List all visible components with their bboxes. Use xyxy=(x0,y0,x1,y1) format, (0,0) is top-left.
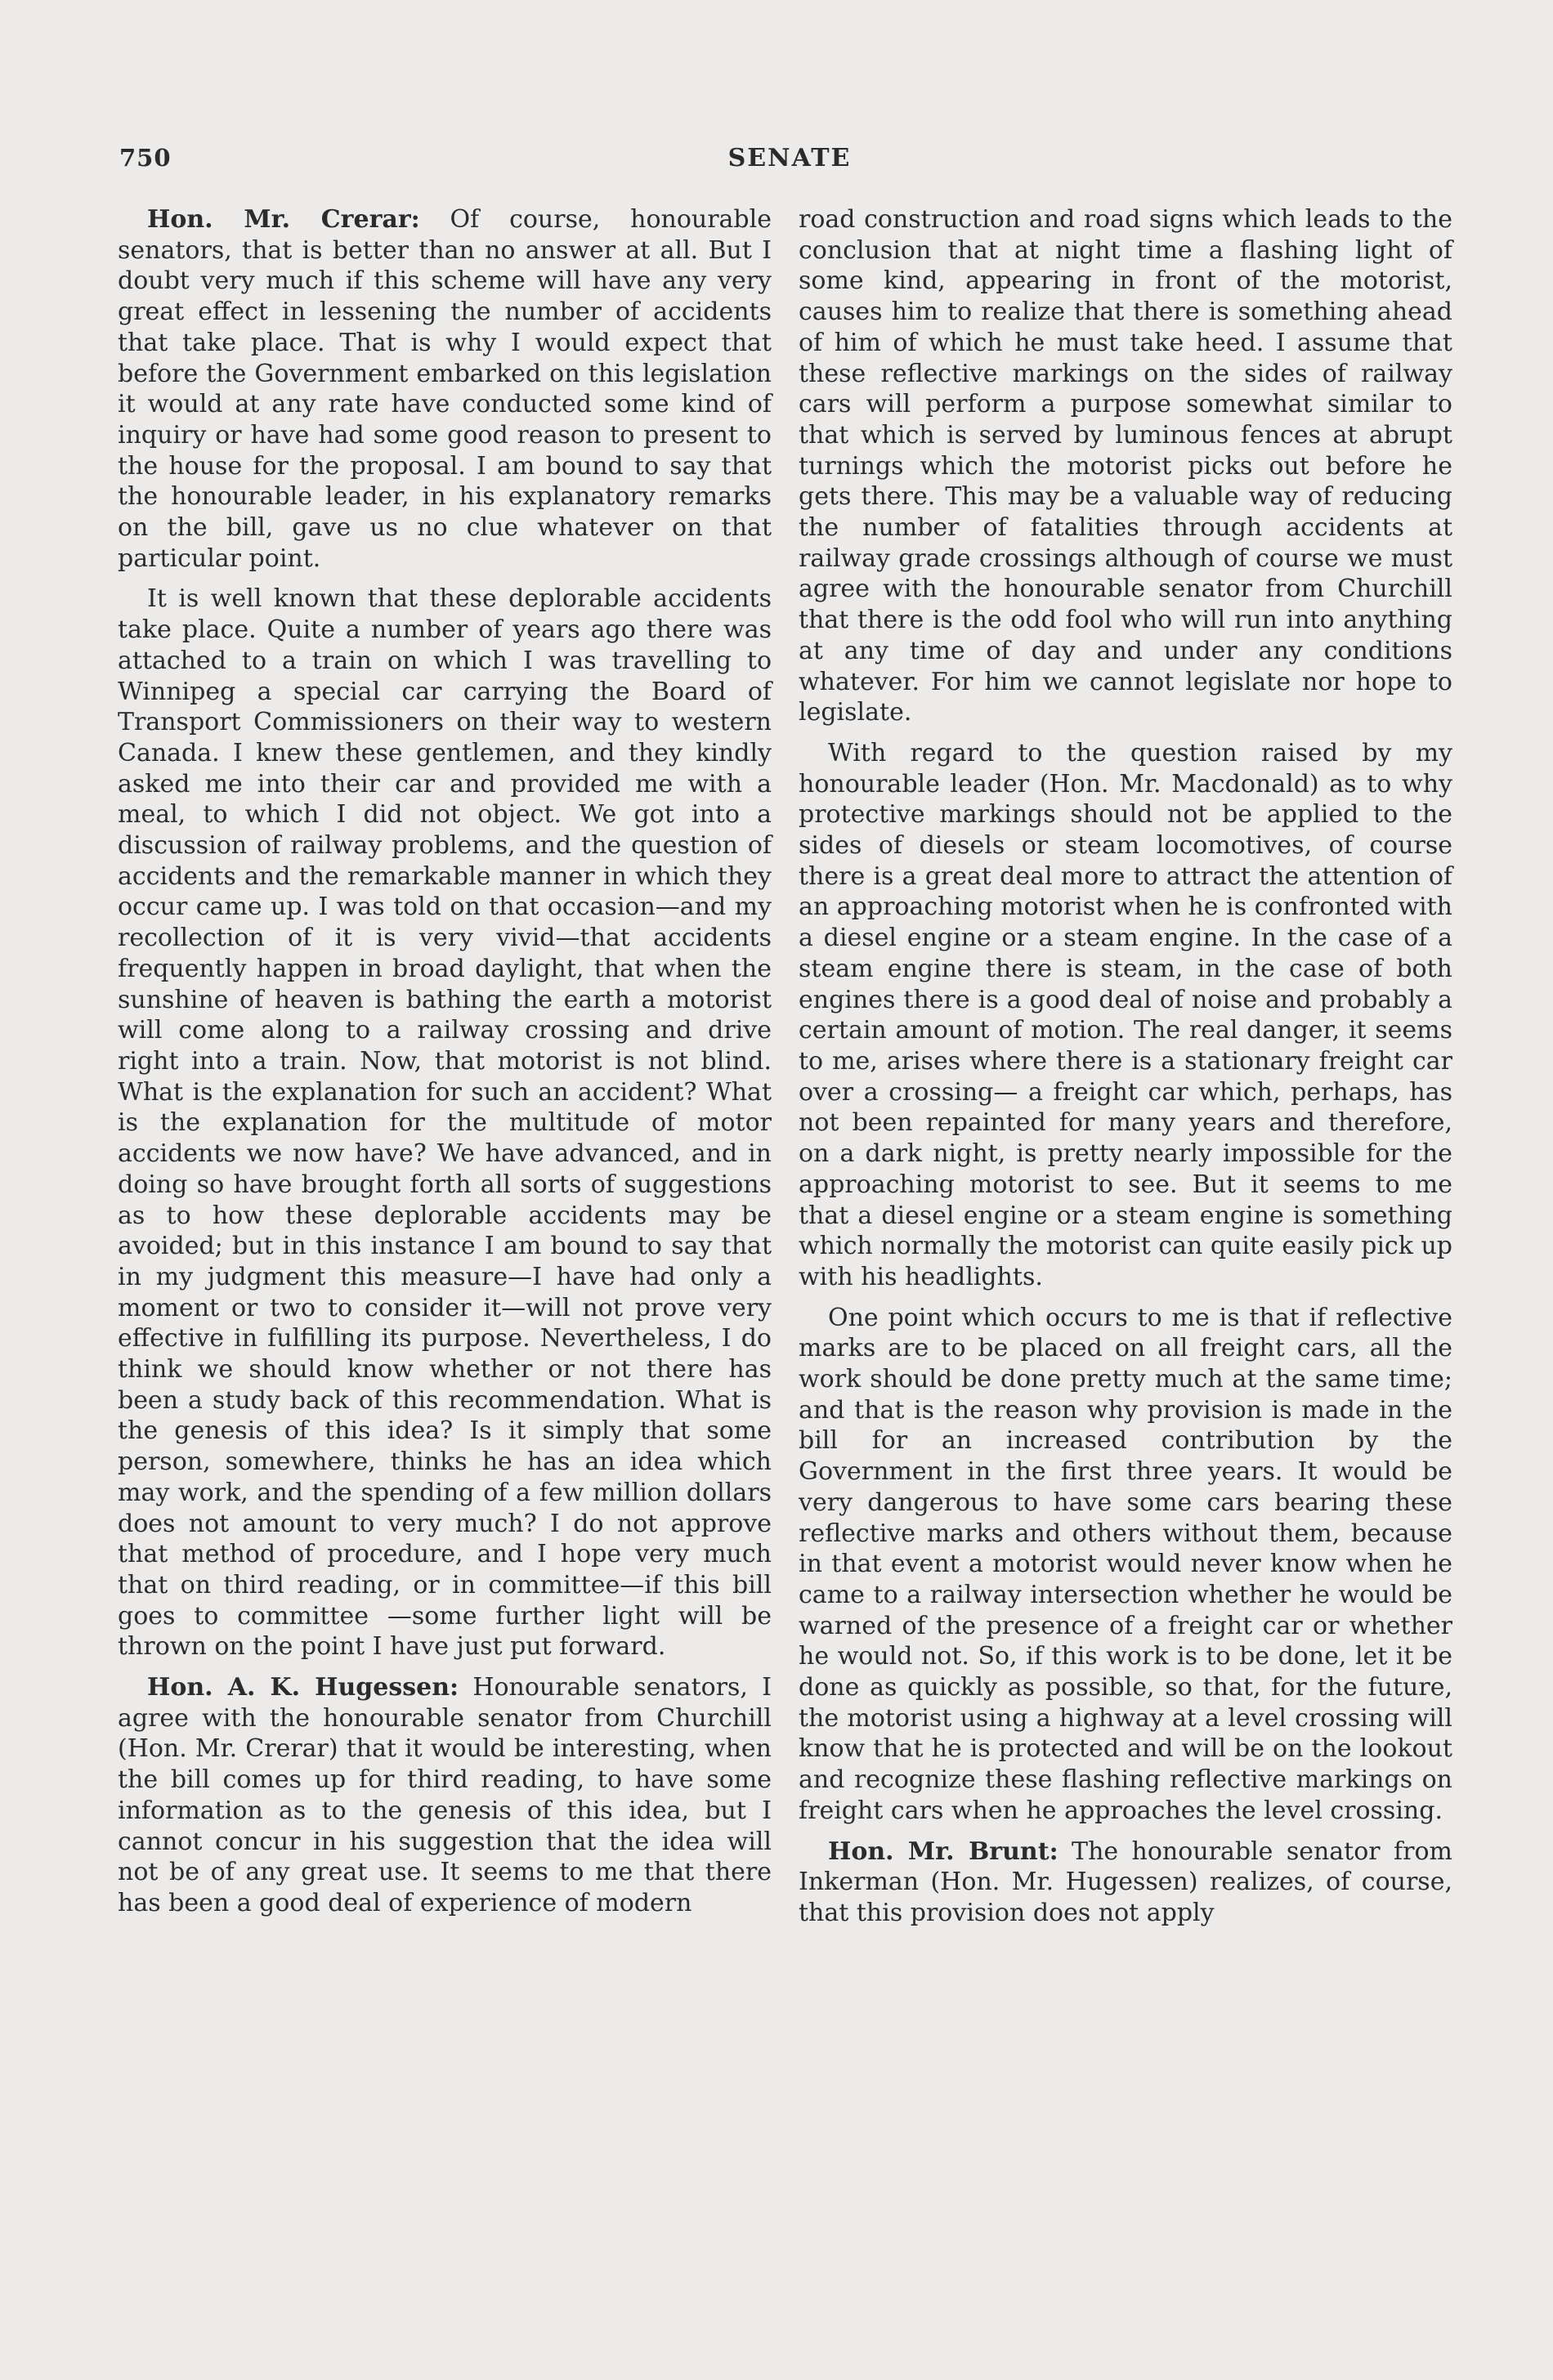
running-head: SENATE xyxy=(727,144,852,172)
paragraph-hugessen xyxy=(118,1672,772,1919)
paragraph-crerar-continued xyxy=(118,584,772,1662)
page-header xyxy=(119,144,1460,177)
paragraph-text: The honourable senator from Inkerman (Hon. Mr. Hugessen) realizes, of course, that this provision does not apply xyxy=(799,1836,1452,1927)
paragraph-text: Honourable senators, I agree with the honourable senator from Churchill (Hon. Mr. Crerar) that it would be interesting, when the bill comes up for third reading, to have some information as to the genesis of this idea, but I cannot concur in his suggestion that the idea will not be of any great use. It seems to me that there has been a good deal of experience of modern xyxy=(118,1673,772,1917)
right-column xyxy=(799,204,1452,1939)
page-number: 750 xyxy=(119,144,172,172)
speaker-name: Hon. Mr. Crerar: xyxy=(147,205,420,234)
left-column xyxy=(118,204,772,1929)
paragraph-text: One point which occurs to me is that if reflective marks are to be placed on all freight cars, all the work should be done pretty much at the same time; and that is the reason why provision is made in the bill for an increased contribution by the Government in the first three years. It would be very dangerous to have some cars bearing these reflective marks and others without them, because in that event a motorist would never know when he came to a railway intersection whether he would be warned of the presence of a freight car or whether he would not. So, if this work is to be done, let it be done as quickly as possible, so that, for the future, the motorist using a highway at a level crossing will know that he is protected and will be on the lookout and recognize these flashing reflective markings on freight cars when he approaches the level crossing. xyxy=(799,1303,1452,1825)
paragraph-brunt xyxy=(799,1836,1452,1929)
speaker-name: Hon. Mr. Brunt: xyxy=(828,1836,1058,1866)
paragraph-text: road construction and road signs which leads to the conclusion that at night time a flashing light of some kind, appearing in front of the motorist, causes him to realize that there is something ahead of him of which he must take heed. I assume that these reflective markings on the sides of railway cars will perform a purpose somewhat similar to that which is served by luminous fences at abrupt turnings which the motorist picks out before he gets there. This may be a valuable way of reducing the number of fatalities through accidents at railway grade crossings although of course we must agree with the honourable senator from Churchill that there is the odd fool who will run into anything at any time of day and under any conditions whatever. For him we cannot legislate nor hope to legislate. xyxy=(799,205,1452,727)
paragraph-crerar xyxy=(118,204,772,574)
paragraph-hugessen-continued xyxy=(799,204,1452,728)
speaker-name: Hon. A. K. Hugessen: xyxy=(147,1673,459,1702)
paragraph-hugessen-diesels xyxy=(799,738,1452,1293)
paragraph-text: With regard to the question raised by my honourable leader (Hon. Mr. Macdonald) as to why protective markings should not be applied to the sides of diesels or steam locomotives, of course there is a great deal more to attract the attention of an approaching motorist when he is confronted with a diesel engine or a steam engine. In the case of a steam engine there is steam, in the case of both engines there is a good deal of noise and probably a certain amount of motion. The real danger, it seems to me, arises where there is a stationary freight car over a crossing— a freight car which, perhaps, has not been repainted for many years and therefore, on a dark night, is pretty nearly impossible for the approaching motorist to see. But it seems to me that a diesel engine or a steam engine is something which normally the motorist can quite easily pick up with his headlights. xyxy=(799,738,1452,1291)
paragraph-text: Of course, honourable senators, that is better than no answer at all. But I doubt very much if this scheme will have any very great effect in lessening the number of accidents that take place. That is why I would expect that before the Government embarked on this legislation it would at any rate have conducted some kind of inquiry or have had some good reason to present to the house for the proposal. I am bound to say that the honourable leader, in his explanatory remarks on the bill, gave us no clue whatever on that particular point. xyxy=(118,205,772,573)
paragraph-text: It is well known that these deplorable accidents take place. Quite a number of years ago there was attached to a train on which I was travelling to Winnipeg a special car carrying the Board of Transport Commissioners on their way to western Canada. I knew these gentlemen, and they kindly asked me into their car and provided me with a meal, to which I did not object. We got into a discussion of railway problems, and the question of accidents and the remarkable manner in which they occur came up. I was told on that occasion—and my recollection of it is very vivid—that accidents frequently happen in broad daylight, that when the sunshine of heaven is bathing the earth a motorist will come along to a railway crossing and drive right into a train. Now, that motorist is not blind. What is the explanation for such an accident? What is the explanation for the multitude of motor accidents we now have? We have advanced, and in doing so have brought forth all sorts of suggestions as to how these deplorable accidents may be avoided; but in this instance I am bound to say that in my judgment this measure—I have had only a moment or two to consider it—will not prove very effective in fulfilling its purpose. Nevertheless, I do think we should know whether or not there has been a study back of this recommendation. What is the genesis of this idea? Is it simply that some person, somewhere, thinks he has an idea which may work, and the spending of a few million dollars does not amount to very much? I do not approve that method of procedure, and I hope very much that on third reading, or in committee—if this bill goes to committee —some further light will be thrown on the point I have just put forward. xyxy=(118,584,772,1662)
paragraph-hugessen-freight-cars xyxy=(799,1303,1452,1827)
